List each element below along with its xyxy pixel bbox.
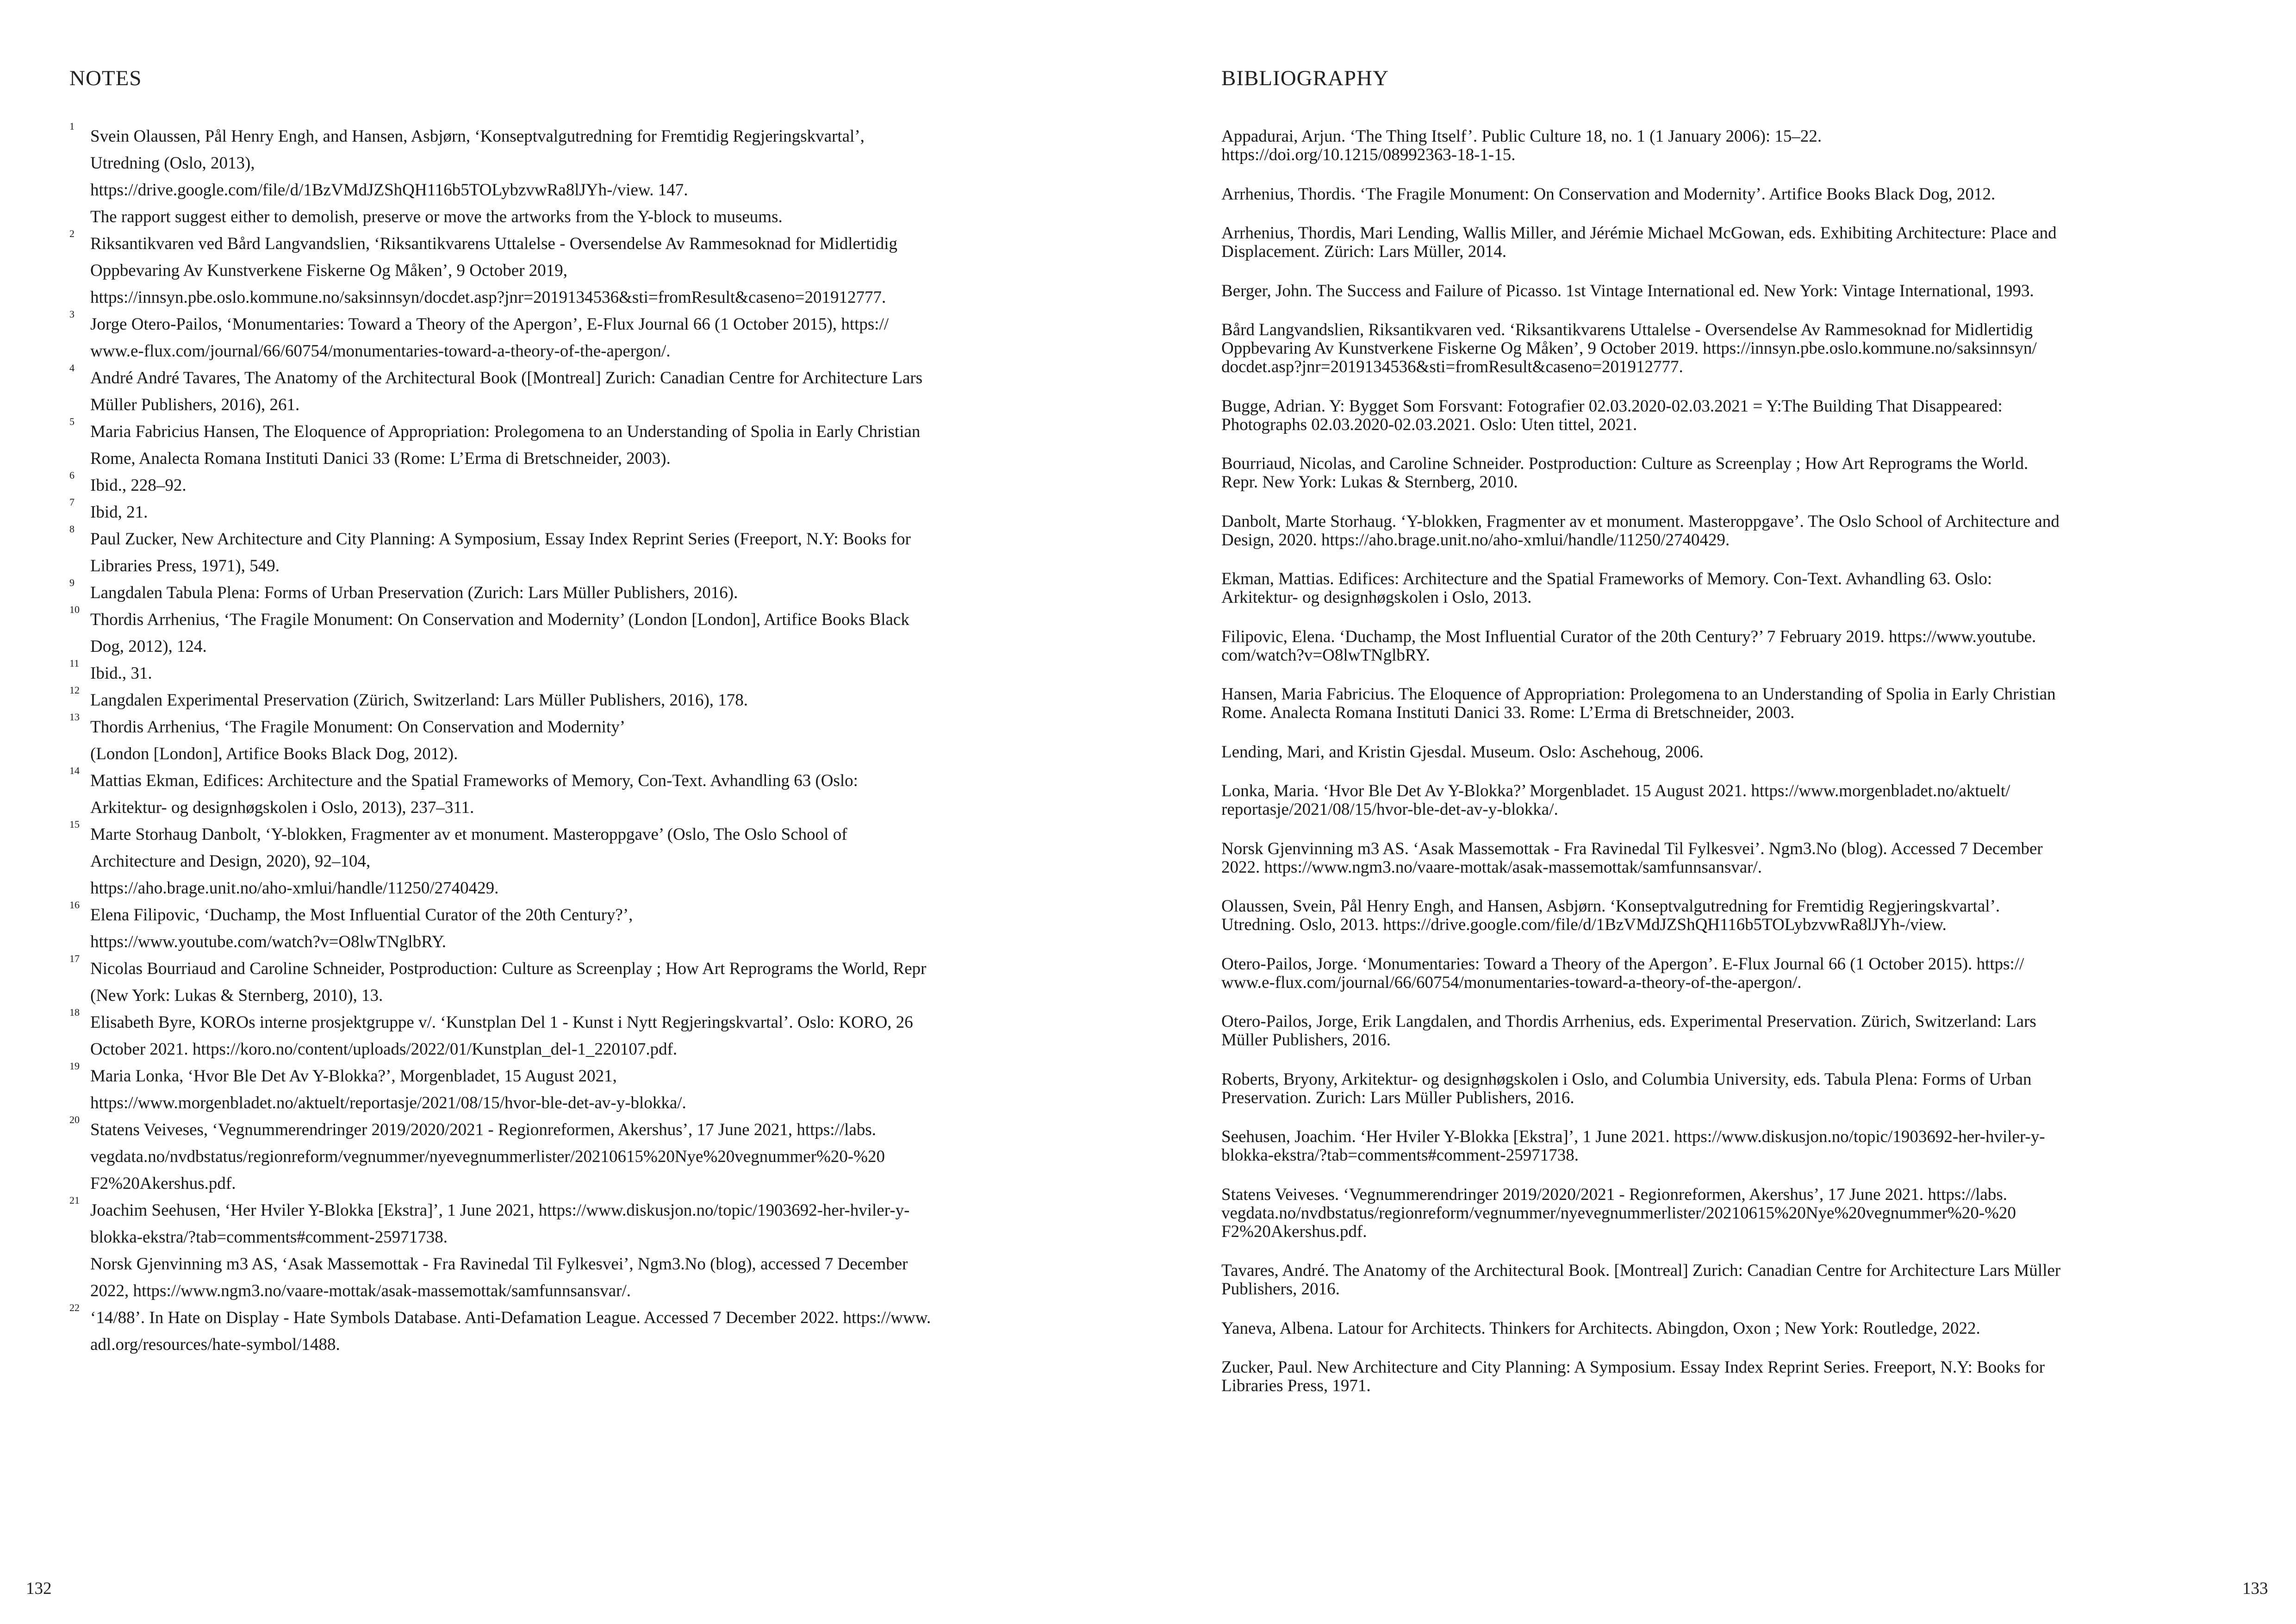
note-text-line: Utredning (Oslo, 2013),: [90, 154, 255, 173]
note-text-line: Joachim Seehusen, ‘Her Hviler Y-Blokka [Ekstra]’, 1 June 2021, https://www.diskusjon.no/topic/1903692-her-hviler-y-: [90, 1201, 910, 1220]
note-text-line: F2%20Akershus.pdf.: [90, 1174, 236, 1193]
bibliography-text-line: Libraries Press, 1971.: [1221, 1376, 1371, 1395]
note-text-line: Statens Veiveses, ‘Vegnummerendringer 2019/2020/2021 - Regionreformen, Akershus’, 17 June 2021, https://labs.: [90, 1120, 876, 1139]
note-text-line: Thordis Arrhenius, ‘The Fragile Monument: On Conservation and Modernity’ (London [London], Artifice Books Black: [90, 610, 909, 629]
note-number: 20: [69, 1114, 80, 1125]
note-number: 4: [69, 362, 75, 374]
note-item: [69, 496, 1046, 526]
bibliography-entry: [1221, 321, 2216, 376]
note-number: 14: [69, 765, 80, 776]
note-item: [69, 577, 1046, 606]
bibliography-entry: [1221, 127, 2216, 164]
bibliography-text-line: Repr. New York: Lukas & Sternberg, 2010.: [1221, 473, 1518, 492]
note-text-line: Dog, 2012), 124.: [90, 637, 207, 656]
bibliography-text-line: Oppbevaring Av Kunstverkene Fiskerne Og Måken’, 9 October 2019. https://innsyn.pbe.oslo.kommune.no/saksinnsyn/: [1221, 339, 2037, 358]
note-text-line: 2022, https://www.ngm3.no/vaare-mottak/asak-massemottak/samfunnsansvar/.: [90, 1281, 631, 1300]
note-item: [69, 684, 1046, 714]
bibliography-text-line: Ekman, Mattias. Edifices: Architecture and the Spatial Frameworks of Memory. Con-Text. Avhandling 63. Oslo:: [1221, 569, 1992, 588]
note-text-line: October 2021. https://koro.no/content/uploads/2022/01/Kunstplan_del-1_220107.pdf.: [90, 1040, 678, 1059]
note-number: 11: [69, 657, 80, 669]
note-number: 9: [69, 577, 75, 588]
note-text-line: André André Tavares, The Anatomy of the Architectural Book ([Montreal] Zurich: Canadian Centre for Architecture Lars: [90, 369, 923, 387]
note-item: [69, 308, 1046, 365]
note-text-line: Ibid., 31.: [90, 664, 152, 683]
note-text-line: Langdalen Experimental Preservation (Zürich, Switzerland: Lars Müller Publishers, 2016), 178.: [90, 691, 748, 710]
bibliography-text-line: Photographs 02.03.2020-02.03.2021. Oslo: Uten tittel, 2021.: [1221, 415, 1637, 434]
note-text-line: https://aho.brage.unit.no/aho-xmlui/handle/11250/2740429.: [90, 879, 499, 898]
bibliography-text-line: Bugge, Adrian. Y: Bygget Som Forsvant: Fotografier 02.03.2020-02.03.2021 = Y:The Building That Disappeared:: [1221, 396, 2003, 416]
note-item: [69, 1060, 1046, 1117]
note-text-line: Elisabeth Byre, KOROs interne prosjektgruppe v/. ‘Kunstplan Del 1 - Kunst i Nytt Regjeringskvartal’. Oslo: KORO, 26: [90, 1013, 913, 1032]
bibliography-text-line: Tavares, André. The Anatomy of the Architectural Book. [Montreal] Zurich: Canadian Centre for Architecture Lars Müller: [1221, 1261, 2061, 1280]
note-text-line: Thordis Arrhenius, ‘The Fragile Monument: On Conservation and Modernity’: [90, 718, 626, 737]
bibliography-text-line: reportasje/2021/08/15/hvor-ble-det-av-y-blokka/.: [1221, 800, 1558, 819]
bibliography-text-line: Appadurai, Arjun. ‘The Thing Itself’. Public Culture 18, no. 1 (1 January 2006): 15–22.: [1221, 127, 1822, 146]
note-text-line: https://innsyn.pbe.oslo.kommune.no/saksinnsyn/docdet.asp?jnr=2019134536&sti=fromResult&caseno=201912777.: [90, 288, 886, 307]
note-item: [69, 418, 1046, 472]
note-text-line: Riksantikvaren ved Bård Langvandslien, ‘Riksantikvarens Uttalelse - Oversendelse Av Rammesoknad for Midlertidig: [90, 234, 898, 253]
note-number: 16: [69, 899, 80, 911]
bibliography-text-line: Rome. Analecta Romana Instituti Danici 33. Rome: L’Erma di Bretschneider, 2003.: [1221, 703, 1795, 722]
note-text-line: Jorge Otero-Pailos, ‘Monumentaries: Toward a Theory of the Apergon’, E-Flux Journal 66 (1 October 2015), https://: [90, 315, 889, 334]
bibliography-entry: [1221, 1070, 2216, 1107]
note-text-line: Oppbevaring Av Kunstverkene Fiskerne Og Måken’, 9 October 2019,: [90, 261, 567, 280]
note-text-line: Nicolas Bourriaud and Caroline Schneider, Postproduction: Culture as Screenplay ; How Art Reprograms the World, Repr: [90, 959, 927, 978]
note-item: [69, 362, 1046, 418]
bibliography-text-line: Olaussen, Svein, Pål Henry Engh, and Hansen, Asbjørn. ‘Konseptvalgutredning for Fremtidig Regjeringskvartal’.: [1221, 897, 2000, 916]
note-text-line: adl.org/resources/hate-symbol/1488.: [90, 1335, 340, 1354]
bibliography-text-line: blokka-ekstra/?tab=comments#comment-25971738.: [1221, 1146, 1579, 1165]
bibliography-text-line: Danbolt, Marte Storhaug. ‘Y-blokken, Fragmenter av et monument. Masteroppgave’. The Oslo School of Architecture and: [1221, 512, 2060, 531]
note-number: 2: [69, 228, 75, 239]
note-item: [69, 1302, 1046, 1358]
note-number: 8: [69, 523, 75, 535]
bibliography-text-line: Displacement. Zürich: Lars Müller, 2014.: [1221, 242, 1507, 261]
note-number: 3: [69, 308, 75, 320]
note-text-line: Marte Storhaug Danbolt, ‘Y-blokken, Fragmenter av et monument. Masteroppgave’ (Oslo, The Oslo School of: [90, 825, 847, 844]
note-text-line: Libraries Press, 1971), 549.: [90, 556, 280, 575]
bibliography-text-line: https://doi.org/10.1215/08992363-18-1-15.: [1221, 145, 1516, 164]
bibliography-text-line: Roberts, Bryony, Arkitektur- og designhøgskolen i Oslo, and Columbia University, eds. Tabula Plena: Forms of Urban: [1221, 1069, 2032, 1089]
note-item: [69, 1006, 1046, 1063]
note-text-line: Ibid., 228–92.: [90, 476, 187, 495]
bibliography-text-line: F2%20Akershus.pdf.: [1221, 1222, 1367, 1241]
note-item: [69, 1194, 1046, 1305]
notes-heading: NOTES: [69, 66, 142, 90]
bibliography-text-line: vegdata.no/nvdbstatus/regionreform/vegnummer/nyevegnummerlister/20210615%20Nye%20vegnummer%20-%20: [1221, 1203, 2016, 1223]
note-item: [69, 120, 1046, 231]
note-number: 7: [69, 496, 75, 508]
note-text-line: Müller Publishers, 2016), 261.: [90, 395, 300, 414]
note-text-line: vegdata.no/nvdbstatus/regionreform/vegnummer/nyevegnummerlister/20210615%20Nye%20vegnummer%20-%20: [90, 1147, 885, 1166]
bibliography-text-line: Otero-Pailos, Jorge. ‘Monumentaries: Toward a Theory of the Apergon’. E-Flux Journal 66 (1 October 2015). https://: [1221, 954, 2024, 974]
bibliography-entry: [1221, 1186, 2216, 1241]
bibliography-text-line: Design, 2020. https://aho.brage.unit.no/aho-xmlui/handle/11250/2740429.: [1221, 530, 1730, 550]
bibliography-entry: [1221, 897, 2216, 934]
bibliography-text-line: Bård Langvandslien, Riksantikvaren ved. ‘Riksantikvarens Uttalelse - Oversendelse Av Rammesoknad for Midlertidig: [1221, 320, 2033, 339]
bibliography-text-line: com/watch?v=O8lwTNglbRY.: [1221, 645, 1430, 665]
note-number: 6: [69, 469, 75, 481]
bibliography-text-line: Preservation. Zurich: Lars Müller Publishers, 2016.: [1221, 1088, 1574, 1107]
note-text-line: Elena Filipovic, ‘Duchamp, the Most Influential Curator of the 20th Century?’,: [90, 906, 633, 924]
bibliography-entry: [1221, 224, 2216, 261]
note-text-line: Ibid, 21.: [90, 503, 148, 522]
bibliography-text-line: Arkitektur- og designhøgskolen i Oslo, 2013.: [1221, 588, 1532, 607]
note-item: [69, 899, 1046, 956]
note-text-line: Maria Lonka, ‘Hvor Ble Det Av Y-Blokka?’, Morgenbladet, 15 August 2021,: [90, 1067, 617, 1086]
bibliography-list: [1221, 127, 2216, 1416]
note-item: [69, 606, 1046, 660]
bibliography-entry: [1221, 955, 2216, 992]
bibliography-entry: [1221, 743, 2216, 762]
bibliography-text-line: Lonka, Maria. ‘Hvor Ble Det Av Y-Blokka?’ Morgenbladet. 15 August 2021. https://www.morgenbladet.no/aktuelt/: [1221, 781, 2010, 800]
bibliography-entry: [1221, 282, 2216, 300]
bibliography-entry: [1221, 1319, 2216, 1338]
bibliography-text-line: Müller Publishers, 2016.: [1221, 1031, 1391, 1049]
note-item: [69, 765, 1046, 821]
bibliography-entry: [1221, 628, 2216, 665]
bibliography-text-line: Hansen, Maria Fabricius. The Eloquence of Appropriation: Prolegomena to an Understanding of Spolia in Early Christian: [1221, 685, 2056, 704]
notes-list: [69, 120, 1046, 1358]
note-text-line: (London [London], Artifice Books Black Dog, 2012).: [90, 744, 458, 763]
bibliography-entry: [1221, 455, 2216, 492]
bibliography-text-line: Arrhenius, Thordis. ‘The Fragile Monument: On Conservation and Modernity’. Artifice Books Black Dog, 2012.: [1221, 184, 1996, 204]
note-number: 5: [69, 416, 75, 427]
note-number: 10: [69, 604, 80, 615]
bibliography-text-line: Norsk Gjenvinning m3 AS. ‘Asak Massemottak - Fra Ravinedal Til Fylkesvei’. Ngm3.No (blog). Accessed 7 December: [1221, 839, 2043, 858]
bibliography-entry: [1221, 1128, 2216, 1165]
note-text-line: Svein Olaussen, Pål Henry Engh, and Hansen, Asbjørn, ‘Konseptvalgutredning for Fremtidig Regjeringskvartal’,: [90, 127, 865, 146]
note-item: [69, 953, 1046, 1009]
note-number: 18: [69, 1006, 80, 1018]
bibliography-text-line: 2022. https://www.ngm3.no/vaare-mottak/asak-massemottak/samfunnsansvar/.: [1221, 857, 1762, 877]
bibliography-text-line: Utredning. Oslo, 2013. https://drive.google.com/file/d/1BzVMdJZShQH116b5TOLybzvwRa8lJYh-/view.: [1221, 915, 1947, 934]
bibliography-entry: [1221, 397, 2216, 434]
note-number: 1: [69, 120, 75, 132]
bibliography-text-line: Yaneva, Albena. Latour for Architects. Thinkers for Architects. Abingdon, Oxon ; New York: Routledge, 2022.: [1221, 1318, 1980, 1338]
bibliography-text-line: Filipovic, Elena. ‘Duchamp, the Most Influential Curator of the 20th Century?’ 7 February 2019. https://www.youtube.: [1221, 627, 2036, 646]
note-item: [69, 228, 1046, 311]
bibliography-entry: [1221, 782, 2216, 819]
note-number: 19: [69, 1060, 80, 1072]
bibliography-entry: [1221, 570, 2216, 607]
note-item: [69, 818, 1046, 902]
note-text-line: https://drive.google.com/file/d/1BzVMdJZShQH116b5TOLybzvwRa8lJYh-/view. 147.: [90, 181, 688, 200]
note-number: 13: [69, 711, 80, 723]
note-text-line: www.e-flux.com/journal/66/60754/monumentaries-toward-a-theory-of-the-apergon/.: [90, 342, 671, 361]
note-text-line: Norsk Gjenvinning m3 AS, ‘Asak Massemottak - Fra Ravinedal Til Fylkesvei’, Ngm3.No (blog), accessed 7 December: [90, 1255, 908, 1274]
bibliography-entry: [1221, 685, 2216, 722]
note-text-line: https://www.youtube.com/watch?v=O8lwTNglbRY.: [90, 932, 447, 951]
bibliography-text-line: Lending, Mari, and Kristin Gjesdal. Museum. Oslo: Aschehoug, 2006.: [1221, 742, 1704, 762]
note-number: 15: [69, 818, 80, 830]
page-number-right: 133: [2242, 1579, 2268, 1598]
note-text-line: blokka-ekstra/?tab=comments#comment-25971738.: [90, 1228, 448, 1247]
note-number: 22: [69, 1302, 80, 1313]
bibliography-entry: [1221, 512, 2216, 550]
note-item: [69, 523, 1046, 580]
page-number-left: 132: [26, 1579, 52, 1598]
note-number: 12: [69, 684, 80, 696]
bibliography-entry: [1221, 1262, 2216, 1299]
note-text-line: ‘14/88’. In Hate on Display - Hate Symbols Database. Anti-Defamation League. Accessed 7 December 2022. https://www.: [90, 1308, 931, 1327]
bibliography-text-line: Berger, John. The Success and Failure of Picasso. 1st Vintage International ed. New York: Vintage International, 1993.: [1221, 281, 2034, 300]
bibliography-text-line: docdet.asp?jnr=2019134536&sti=fromResult&caseno=201912777.: [1221, 357, 1683, 376]
note-text-line: Maria Fabricius Hansen, The Eloquence of Appropriation: Prolegomena to an Understanding of Spolia in Early Christian: [90, 422, 921, 441]
bibliography-entry: [1221, 185, 2216, 204]
note-text-line: The rapport suggest either to demolish, preserve or move the artworks from the Y-block to museums.: [90, 207, 783, 226]
note-number: 17: [69, 953, 80, 964]
note-text-line: (New York: Lukas & Sternberg, 2010), 13.: [90, 986, 383, 1005]
bibliography-text-line: Zucker, Paul. New Architecture and City Planning: A Symposium. Essay Index Reprint Series. Freeport, N.Y: Books for: [1221, 1358, 2045, 1377]
bibliography-text-line: Arrhenius, Thordis, Mari Lending, Wallis Miller, and Jérémie Michael McGowan, eds. Exhibiting Architecture: Place and: [1221, 224, 2057, 243]
note-text-line: Architecture and Design, 2020), 92–104,: [90, 852, 371, 871]
bibliography-entry: [1221, 840, 2216, 877]
note-text-line: Langdalen Tabula Plena: Forms of Urban Preservation (Zurich: Lars Müller Publishers, 2016).: [90, 583, 738, 602]
bibliography-heading: BIBLIOGRAPHY: [1221, 66, 1389, 90]
note-text-line: Mattias Ekman, Edifices: Architecture and the Spatial Frameworks of Memory, Con-Text. Avhandling 63 (Oslo:: [90, 771, 858, 790]
bibliography-text-line: Seehusen, Joachim. ‘Her Hviler Y-Blokka [Ekstra]’, 1 June 2021. https://www.diskusjon.no/topic/1903692-her-hviler-y-: [1221, 1127, 2045, 1146]
note-text-line: Paul Zucker, New Architecture and City Planning: A Symposium, Essay Index Reprint Series (Freeport, N.Y: Books for: [90, 530, 911, 549]
bibliography-text-line: Statens Veiveses. ‘Vegnummerendringer 2019/2020/2021 - Regionreformen, Akershus’, 17 June 2021. https://labs.: [1221, 1185, 2007, 1204]
bibliography-text-line: Bourriaud, Nicolas, and Caroline Schneider. Postproduction: Culture as Screenplay ; How Art Reprograms the World.: [1221, 454, 2028, 473]
bibliography-entry: [1221, 1358, 2216, 1395]
note-item: [69, 711, 1046, 768]
bibliography-text-line: Publishers, 2016.: [1221, 1280, 1340, 1299]
note-text-line: Arkitektur- og designhøgskolen i Oslo, 2013), 237–311.: [90, 798, 474, 817]
bibliography-text-line: Otero-Pailos, Jorge, Erik Langdalen, and Thordis Arrhenius, eds. Experimental Preservation. Zürich, Switzerland: Lars: [1221, 1012, 2036, 1031]
note-number: 21: [69, 1194, 80, 1206]
note-text-line: Rome, Analecta Romana Instituti Danici 33 (Rome: L’Erma di Bretschneider, 2003).: [90, 449, 671, 468]
bibliography-text-line: www.e-flux.com/journal/66/60754/monumentaries-toward-a-theory-of-the-apergon/.: [1221, 973, 1802, 992]
note-item: [69, 657, 1046, 687]
bibliography-entry: [1221, 1012, 2216, 1049]
note-item: [69, 469, 1046, 499]
note-item: [69, 1114, 1046, 1197]
note-text-line: https://www.morgenbladet.no/aktuelt/reportasje/2021/08/15/hvor-ble-det-av-y-blokka/.: [90, 1093, 686, 1112]
